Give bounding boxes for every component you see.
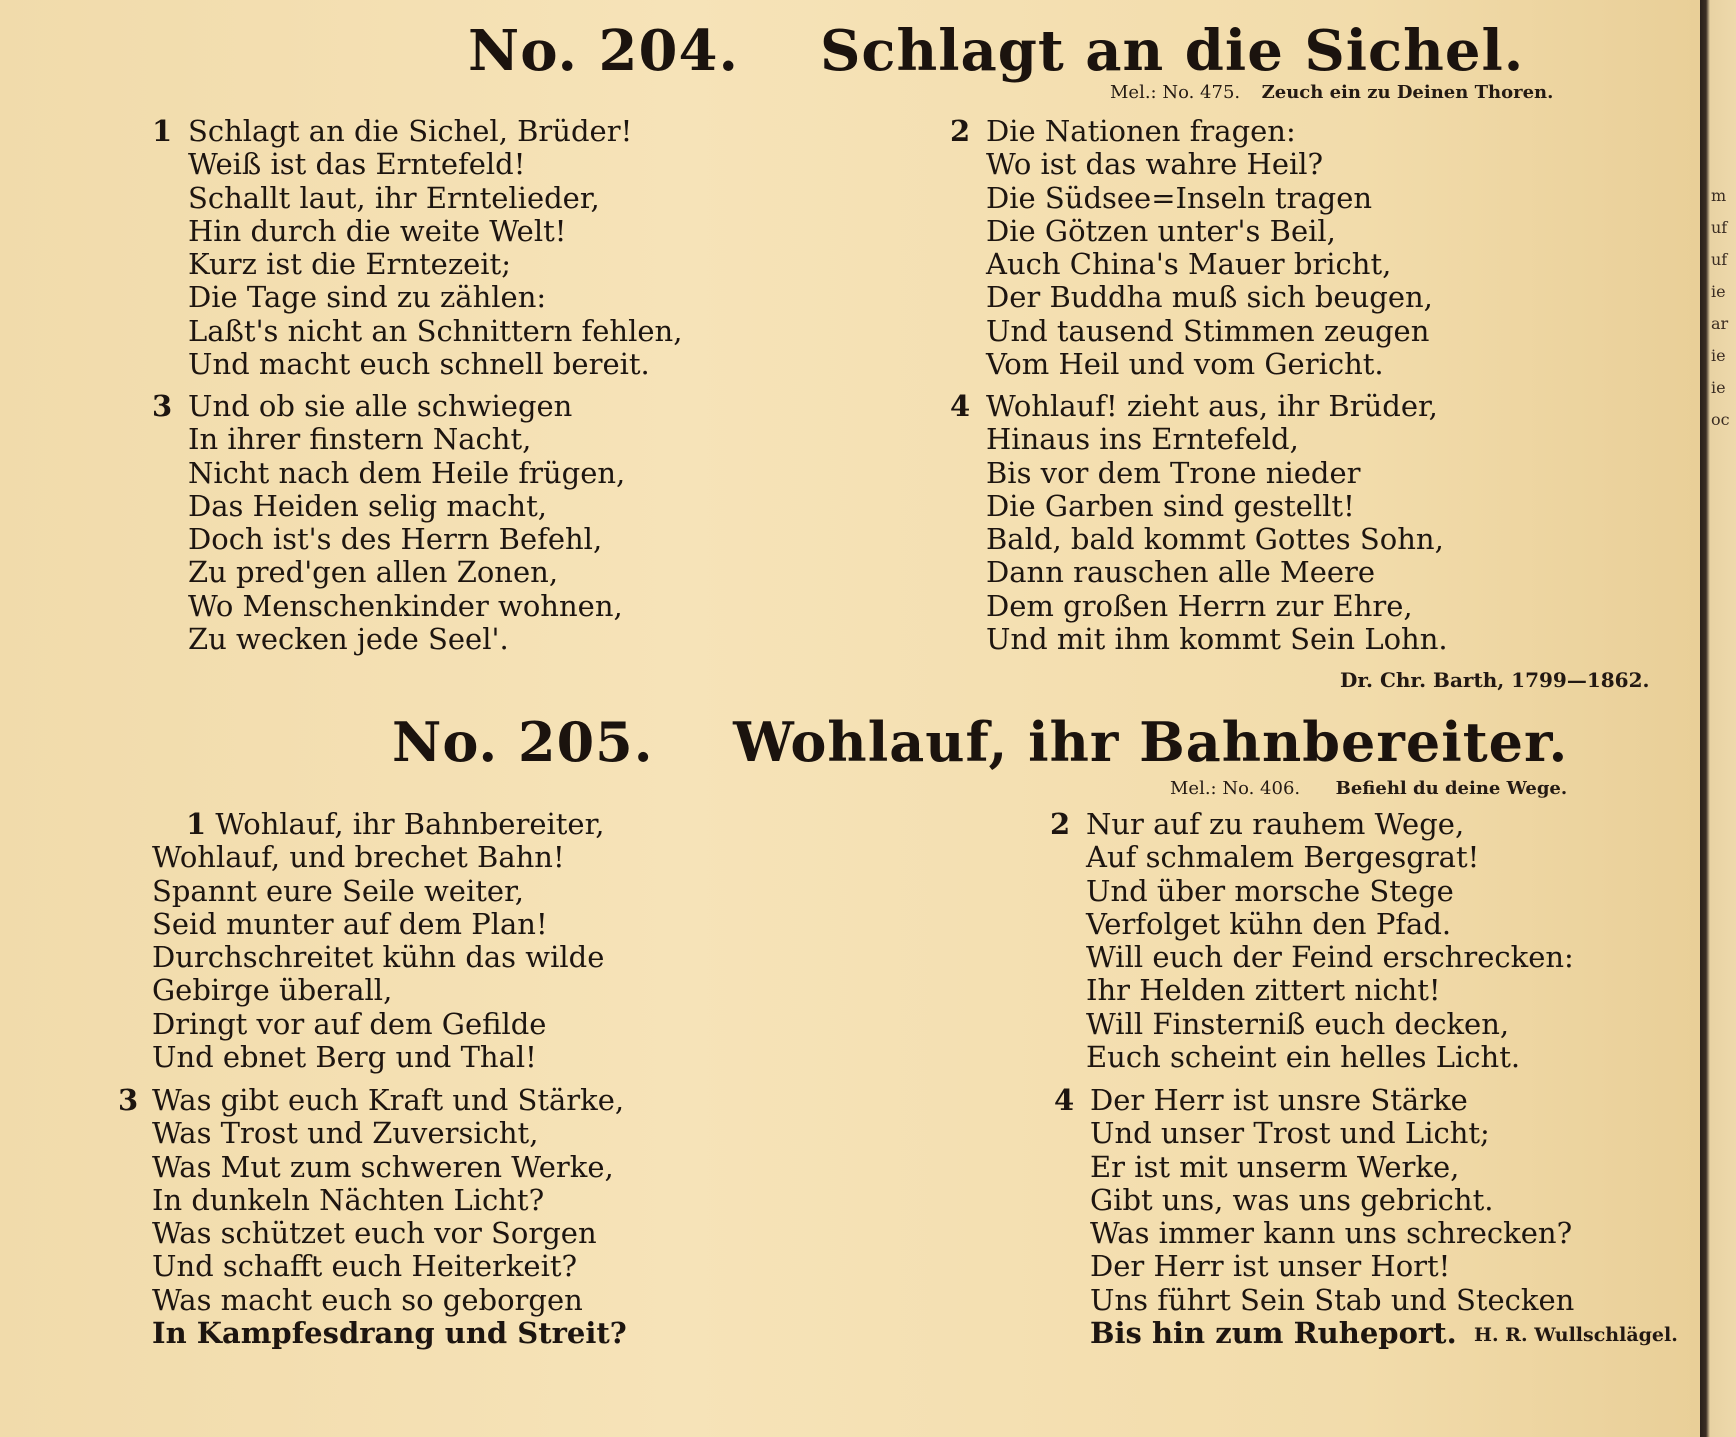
verse-line: Und unser Trost und Licht; <box>1090 1116 1490 1151</box>
verse-line: Wohlauf, und brechet Bahn! <box>152 840 565 875</box>
verse-line: Zu pred'gen allen Zonen, <box>188 555 559 590</box>
verse-line: Und mit ihm kommt Sein Lohn. <box>986 622 1448 657</box>
verse-line: Zu wecken jede Seel'. <box>188 622 509 657</box>
verse-line: Wo Menschenkinder wohnen, <box>188 588 623 623</box>
verse-line: Hin durch die weite Welt! <box>188 213 567 248</box>
hymn-205-number: No. 205. <box>392 710 654 774</box>
verse-number: 4 <box>1054 1083 1075 1117</box>
verse-line: Will euch der Feind erschrecken: <box>1086 940 1574 975</box>
gutter-fragment: uf <box>1711 250 1728 269</box>
hymn-204-melody-prefix: Mel.: No. 475. <box>1110 82 1241 103</box>
verse-line: Dringt vor auf dem Gefilde <box>152 1006 547 1041</box>
verse-line: Die Götzen unter's Beil, <box>986 213 1336 248</box>
verse-line: Und tausend Stimmen zeugen <box>986 313 1430 348</box>
verse-line: Bald, bald kommt Gottes Sohn, <box>986 522 1444 557</box>
verse-line: Wo ist das wahre Heil? <box>986 147 1324 182</box>
verse-number: 1 <box>186 807 207 841</box>
verse-line: Er ist mit unserm Werke, <box>1090 1149 1460 1184</box>
verse-line: Schallt laut, ihr Erntelieder, <box>188 180 600 215</box>
verse-line: Durchschreitet kühn das wilde <box>152 940 605 975</box>
verse-line: Doch ist's des Herrn Befehl, <box>188 522 603 557</box>
hymn-204-number: No. 204. <box>468 18 739 84</box>
hymn-204-title: Schlagt an die Sichel. <box>819 18 1525 84</box>
verse-line: Wohlauf! zieht aus, ihr Brüder, <box>986 389 1438 423</box>
verse-line: Spannt eure Seile weiter, <box>152 873 524 908</box>
verse-line: In ihrer finstern Nacht, <box>188 422 532 457</box>
hymn-204-melody <box>1110 82 1553 103</box>
verse-line: Was schützet euch vor Sorgen <box>152 1216 597 1251</box>
verse-number: 3 <box>152 389 173 423</box>
verse-line: Dann rauschen alle Meere <box>986 555 1376 590</box>
verse-number: 3 <box>118 1083 139 1117</box>
gutter-fragment: ie <box>1711 282 1726 301</box>
verse-line: Was gibt euch Kraft und Stärke, <box>152 1083 625 1117</box>
verse-line: Der Herr ist unser Hort! <box>1090 1249 1451 1284</box>
verse-line: Will Finsterniß euch decken, <box>1086 1006 1510 1041</box>
gutter-fragment: ie <box>1711 346 1726 365</box>
verse-line: Schlagt an die Sichel, Brüder! <box>188 114 633 148</box>
verse-line: Die Südsee=Inseln tragen <box>986 180 1373 215</box>
hymn-205-melody-prefix: Mel.: No. 406. <box>1170 778 1301 799</box>
verse-line: Seid munter auf dem Plan! <box>152 906 548 941</box>
hymn-205-author: H. R. Wullschlägel. <box>1474 1324 1678 1346</box>
verse-line: Der Buddha muß sich beugen, <box>986 280 1433 315</box>
verse-line: Vom Heil und vom Gericht. <box>986 347 1384 382</box>
gutter-fragment: oc <box>1711 410 1730 429</box>
verse-line: Auf schmalem Bergesgrat! <box>1086 840 1480 875</box>
verse-line: Weiß ist das Erntefeld! <box>188 147 526 182</box>
verse-line: Was immer kann uns schrecken? <box>1090 1216 1573 1251</box>
verse-line: Gibt uns, was uns gebricht. <box>1090 1182 1494 1217</box>
verse-line: In Kampfesdrang und Streit? <box>152 1316 627 1351</box>
verse-line: Bis hin zum Ruheport. <box>1090 1316 1457 1351</box>
verse-line: Euch scheint ein helles Licht. <box>1086 1040 1521 1075</box>
hymn-204-heading <box>468 18 1524 84</box>
verse-line: Nicht nach dem Heile frügen, <box>188 455 626 490</box>
hymn-204-melody-text: Zeuch ein zu Deinen Thoren. <box>1261 82 1554 103</box>
verse-line: Dem großen Herrn zur Ehre, <box>986 588 1413 623</box>
verse-line: Der Herr ist unsre Stärke <box>1090 1083 1468 1117</box>
verse-line: Die Tage sind zu zählen: <box>188 280 547 315</box>
hymn-205-heading <box>392 710 1568 774</box>
verse-line <box>152 808 605 841</box>
verse-line: Und über morsche Stege <box>1086 873 1454 908</box>
adjacent-page-fragments <box>1711 180 1736 436</box>
verse-line: Hinaus ins Erntefeld, <box>986 422 1299 457</box>
gutter-fragment: ie <box>1711 378 1726 397</box>
verse-line: Bis vor dem Trone nieder <box>986 455 1361 490</box>
verse-line: Gebirge überall, <box>152 973 393 1008</box>
verse-line: Verfolget kühn den Pfad. <box>1086 906 1452 941</box>
verse-line: Und ebnet Berg und Thal! <box>152 1040 537 1075</box>
gutter-fragment: m <box>1711 186 1727 205</box>
hymn-204-author: Dr. Chr. Barth, 1799—1862. <box>1340 668 1650 692</box>
verse-line: Nur auf zu rauhem Wege, <box>1086 807 1465 841</box>
gutter-fragment: uf <box>1711 218 1728 237</box>
verse-line: Ihr Helden zittert nicht! <box>1086 973 1441 1008</box>
verse-line: Und ob sie alle schwiegen <box>188 389 573 423</box>
verse-number: 4 <box>950 389 971 423</box>
hymn-205-melody <box>1170 778 1567 799</box>
verse-line: Was macht euch so geborgen <box>152 1282 583 1317</box>
gutter-fragment: ar <box>1711 314 1729 333</box>
verse-line: Und schafft euch Heiterkeit? <box>152 1249 578 1284</box>
verse-number: 1 <box>152 114 173 148</box>
verse-line: Die Nationen fragen: <box>986 114 1296 148</box>
verse-line: Laßt's nicht an Schnittern fehlen, <box>188 313 683 348</box>
verse-line-text: Wohlauf, ihr Bahnbereiter, <box>215 807 605 841</box>
verse-line: Auch China's Mauer bricht, <box>986 247 1392 282</box>
verse-number: 2 <box>1050 807 1071 841</box>
verse-number: 2 <box>950 114 971 148</box>
verse-line: Uns führt Sein Stab und Stecken <box>1090 1282 1575 1317</box>
verse-line: Und macht euch schnell bereit. <box>188 347 650 382</box>
verse-line: Was Mut zum schweren Werke, <box>152 1149 614 1184</box>
verse-line: Was Trost und Zuversicht, <box>152 1116 539 1151</box>
hymn-205-melody-text: Befiehl du deine Wege. <box>1335 778 1568 799</box>
verse-line: Das Heiden selig macht, <box>188 488 547 523</box>
verse-line: Die Garben sind gestellt! <box>986 488 1355 523</box>
verse-line: Kurz ist die Erntezeit; <box>188 247 511 282</box>
verse-line: In dunkeln Nächten Licht? <box>152 1182 545 1217</box>
hymn-205-title: Wohlauf, ihr Bahnbereiter. <box>733 710 1569 774</box>
